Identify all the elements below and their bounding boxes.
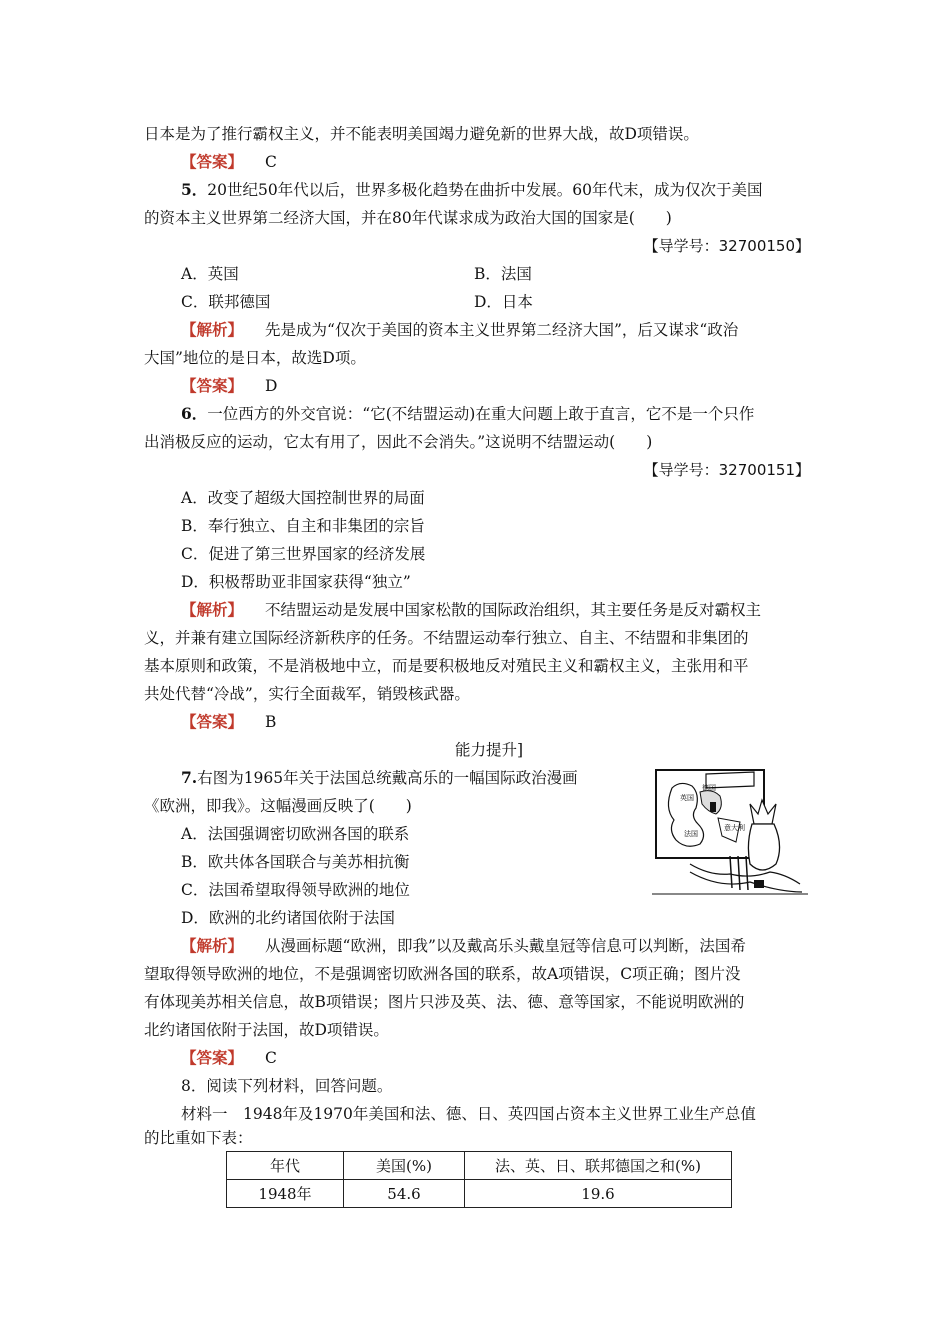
q6-analysis-3: 基本原则和政策，不是消极地中立，而是要积极地反对殖民主义和霸权主义，主张用和平	[144, 657, 749, 675]
q8-number: 8．	[181, 1077, 207, 1095]
q6-answer: B	[265, 713, 277, 731]
q7-analysis-2: 望取得领导欧洲的地位，不是强调密切欧洲各国的联系，故A项错误，C项正确；图片没	[144, 965, 741, 983]
q8-stem-line	[181, 1076, 392, 1096]
q7-answer: C	[265, 1049, 277, 1067]
cartoon-label-germany: 德国	[702, 784, 716, 792]
q7-analysis-4: 北约诸国依附于法国，故D项错误。	[144, 1021, 389, 1039]
table-cell-year: 1948年	[227, 1180, 344, 1208]
q5-analysis-line-1	[181, 320, 738, 340]
q6-analysis-line-1	[181, 600, 761, 620]
q5-option-c[interactable]: C．联邦德国	[181, 293, 271, 311]
q7-analysis-3: 有体现美苏相关信息，故B项错误；图片只涉及英、法、德、意等国家，不能说明欧洲的	[144, 993, 745, 1011]
q4-answer: C	[265, 153, 277, 171]
q7-analysis-line-1	[181, 936, 746, 956]
table-header-row	[227, 1152, 732, 1180]
q4-answer-line	[181, 152, 277, 172]
q5-stem-2: 的资本主义世界第二经济大国，并在80年代谋求成为政治大国的国家是( )	[144, 209, 672, 227]
analysis-label: 【解析】	[181, 321, 244, 339]
q5-stem-1: 20世纪50年代以后，世界多极化趋势在曲折中发展。60年代末，成为仅次于美国	[207, 181, 763, 199]
table-header-four-countries: 法、英、日、联邦德国之和(%)	[465, 1152, 732, 1180]
q8-stem: 阅读下列材料，回答问题。	[206, 1077, 393, 1095]
q5-ref: 【导学号：32700150】	[643, 237, 810, 255]
q5-option-d[interactable]: D．日本	[474, 293, 533, 311]
q7-option-b[interactable]: B．欧共体各国联合与美苏相抗衡	[181, 853, 410, 871]
political-cartoon-image	[650, 764, 810, 899]
analysis-label: 【解析】	[181, 937, 244, 955]
q8-material-1a: 材料一 1948年及1970年美国和法、德、日、英四国占资本主义世界工业生产总值	[181, 1105, 756, 1123]
q7-number: 7.	[181, 768, 198, 787]
q7-stem-1: 右图为1965年关于法国总统戴高乐的一幅国际政治漫画	[197, 769, 578, 787]
section-title: 能力提升]	[455, 741, 524, 759]
q5-analysis-2: 大国”地位的是日本，故选D项。	[144, 349, 366, 367]
cartoon-label-italy: 意大利	[724, 824, 745, 832]
q5-option-b[interactable]: B．法国	[474, 265, 532, 283]
q5-stem-line-1	[181, 180, 762, 200]
intro-tail: 日本是为了推行霸权主义，并不能表明美国竭力避免新的世界大战，故D项错误。	[144, 125, 699, 143]
table-row	[227, 1180, 732, 1208]
q7-analysis-1: 从漫画标题“欧洲，即我”以及戴高乐头戴皇冠等信息可以判断，法国希	[265, 937, 746, 955]
q7-option-c[interactable]: C．法国希望取得领导欧洲的地位	[181, 881, 410, 899]
q7-answer-line	[181, 1048, 277, 1068]
q6-option-a[interactable]: A．改变了超级大国控制世界的局面	[181, 489, 425, 507]
q7-option-a[interactable]: A．法国强调密切欧洲各国的联系	[181, 825, 410, 843]
q6-analysis-1: 不结盟运动是发展中国家松散的国际政治组织，其主要任务是反对霸权主	[265, 601, 762, 619]
table-cell-usa: 54.6	[344, 1180, 465, 1208]
cartoon-label-uk: 英国	[680, 794, 694, 802]
q6-stem-1: 一位西方的外交官说：“它(不结盟运动)在重大问题上敢于直言，它不是一个只作	[207, 405, 755, 423]
q7-stem-line-1	[181, 768, 578, 788]
q5-option-a[interactable]: A．英国	[181, 265, 239, 283]
answer-label: 【答案】	[181, 1049, 244, 1067]
answer-label: 【答案】	[181, 377, 244, 395]
q6-analysis-4: 共处代替“冷战”，实行全面裁军，销毁核武器。	[144, 685, 470, 703]
q6-analysis-2: 义，并兼有建立国际经济新秩序的任务。不结盟运动奉行独立、自主、不结盟和非集团的	[144, 629, 749, 647]
table-cell-four-countries: 19.6	[465, 1180, 732, 1208]
q6-number: 6．	[181, 404, 208, 423]
q6-stem-line-1	[181, 404, 754, 424]
answer-label: 【答案】	[181, 153, 244, 171]
q5-answer: D	[265, 377, 278, 395]
q6-ref: 【导学号：32700151】	[643, 461, 810, 479]
q6-stem-2: 出消极反应的运动，它太有用了，因此不会消失。”这说明不结盟运动( )	[144, 433, 653, 451]
q5-answer-line	[181, 376, 277, 396]
analysis-label: 【解析】	[181, 601, 244, 619]
q5-number: 5．	[181, 180, 208, 199]
q6-option-c[interactable]: C．促进了第三世界国家的经济发展	[181, 545, 426, 563]
answer-label: 【答案】	[181, 713, 244, 731]
q6-option-b[interactable]: B．奉行独立、自主和非集团的宗旨	[181, 517, 425, 535]
q7-option-d[interactable]: D．欧洲的北约诸国依附于法国	[181, 909, 395, 927]
table-header-usa: 美国(%)	[344, 1152, 465, 1180]
cartoon-label-france: 法国	[684, 830, 698, 838]
q6-option-d[interactable]: D．积极帮助亚非国家获得“独立”	[181, 573, 411, 591]
q7-stem-2: 《欧洲，即我》。这幅漫画反映了( )	[144, 797, 412, 815]
q8-data-table	[226, 1151, 732, 1208]
q6-answer-line	[181, 712, 276, 732]
q5-analysis-1: 先是成为“仅次于美国的资本主义世界第二经济大国”，后又谋求“政治	[265, 321, 739, 339]
q8-material-1b: 的比重如下表：	[144, 1129, 253, 1147]
table-header-year: 年代	[227, 1152, 344, 1180]
